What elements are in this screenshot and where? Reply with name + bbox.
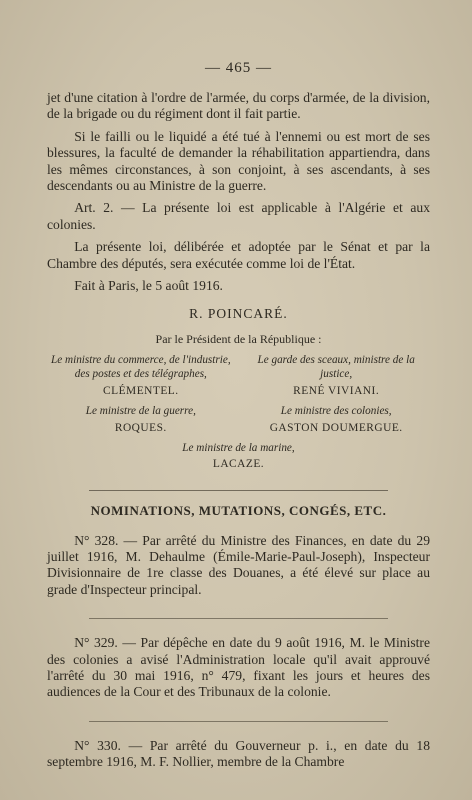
minister-commerce-title: Le ministre du commerce, de l'industrie, des postes et des télégraphes, (51, 354, 231, 380)
minister-guerre-name: ROQUES. (114, 422, 167, 435)
divider-328 (89, 618, 388, 619)
minister-colonies-title: Le ministre des colonies, (280, 404, 392, 417)
minister-justice-name: RENÉ VIVIANI. (293, 385, 380, 398)
minister-colonies (242, 405, 430, 442)
ministers-row-1 (47, 354, 430, 404)
minister-guerre (47, 405, 235, 442)
signature-president: R. POINCARÉ. (189, 306, 288, 322)
minister-marine-title: Le ministre de la marine, (182, 441, 295, 454)
minister-commerce (47, 354, 235, 404)
section-title: NOMINATIONS, MUTATIONS, CONGÉS, ETC. (90, 502, 387, 518)
minister-marine (47, 442, 430, 470)
paragraph-rehabilitation: Si le failli ou le liquidé a été tué à l'ennemi ou est mort de ses blessures, la faculté de demander la réhabilitation appartiendra, dans les mêmes circonstances, à son conjoint, à ses ascendants, à ses descendants ou au Ministre de la guerre. (47, 128, 430, 194)
paragraph-citation: jet d'une citation à l'ordre de l'armée, du corps d'armée, de la division, de la brigade ou du régiment dont il fait partie. (47, 90, 430, 122)
minister-commerce-name: CLÉMENTEL. (103, 385, 179, 398)
paragraph-date: Fait à Paris, le 5 août 1916. (74, 278, 223, 294)
page-number: — 465 — (205, 60, 272, 76)
divider-top (89, 490, 388, 491)
minister-guerre-title: Le ministre de la guerre, (85, 404, 196, 417)
minister-justice-title: Le garde des sceaux, ministre de la justice, (257, 354, 415, 380)
minister-colonies-name: GASTON DOUMERGUE. (269, 422, 403, 435)
entry-328: N° 328. — Par arrêté du Ministre des Finances, en date du 29 juillet 1916, M. Dehaulme (Émile-Marie-Paul-Joseph), Inspecteur Divisionnaire de 1re classe des Douanes, a été élevé sur place au grade d'Inspecteur principal. (47, 532, 430, 597)
entry-329: N° 329. — Par dépêche en date du 9 août 1916, M. le Ministre des colonies a avisé l'Administration locale qu'il avait approuvé l'arrêté du 30 mai 1916, n° 479, fixant les jours et heures des audiences de la Cour et des Tribunaux de la colonie. (47, 635, 430, 700)
paragraph-adoption: La présente loi, délibérée et adoptée par le Sénat et par la Chambre des députés, sera exécutée comme loi de l'État. (47, 239, 430, 271)
minister-justice (242, 354, 430, 404)
divider-329 (89, 721, 388, 722)
ministers-row-2 (47, 405, 430, 442)
entry-330: N° 330. — Par arrêté du Gouverneur p. i., en date du 18 septembre 1916, M. F. Nollier, membre de la Chambre (47, 737, 430, 770)
par-le-president: Par le Président de la République : (155, 332, 322, 347)
paragraph-article-2: Art. 2. — La présente loi est applicable à l'Algérie et aux colonies. (47, 200, 430, 232)
minister-marine-name: LACAZE. (212, 457, 265, 470)
